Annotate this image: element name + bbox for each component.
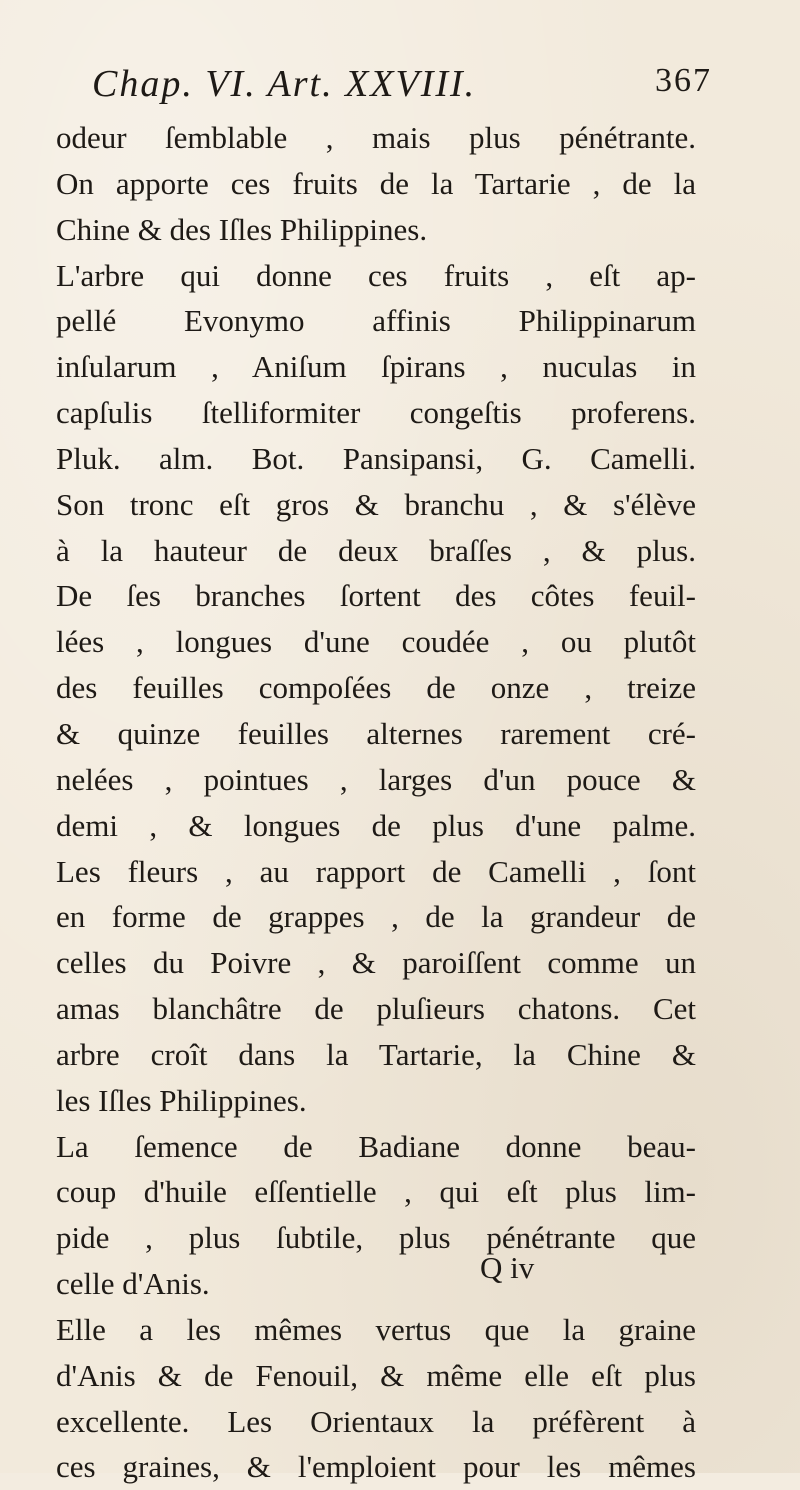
catchword: Q iv <box>480 1250 535 1285</box>
text-line: capſulis ſtelliformiter congeſtis proferens. <box>56 395 696 431</box>
text-line: excellente. Les Orientaux la préfèrent à <box>56 1403 696 1439</box>
text-line: celle d'Anis. <box>56 1266 210 1302</box>
text-line: L'arbre qui donne ces fruits , eſt ap- <box>56 257 696 293</box>
text-line: On apporte ces fruits de la Tartarie , de la <box>56 165 696 201</box>
text-line: à la hauteur de deux braſſes , & plus. <box>56 532 696 568</box>
text-line: inſularum , Aniſum ſpirans , nuculas in <box>56 349 696 385</box>
text-line: Chine & des Iſles Philippines. <box>56 211 428 247</box>
text-line: en forme de grappes , de la grandeur de <box>56 899 696 935</box>
text-line: lées , longues d'une coudée , ou plutôt <box>56 624 696 660</box>
text-line: & quinze feuilles alternes rarement cré- <box>56 715 696 751</box>
text-line: arbre croît dans la Tartarie, la Chine & <box>56 1036 696 1072</box>
text-line: Son tronc eſt gros & branchu , & s'élève <box>56 486 696 522</box>
page-number: 367 <box>655 62 712 99</box>
body-text <box>56 115 696 1490</box>
text-line: demi , & longues de plus d'une palme. <box>56 807 696 843</box>
text-line: les Iſles Philippines. <box>56 1082 307 1118</box>
text-line: De ſes branches ſortent des côtes feuil- <box>56 578 696 614</box>
text-line: des feuilles compoſées de onze , treize <box>56 670 696 706</box>
text-line: amas blanchâtre de pluſieurs chatons. Cet <box>56 991 696 1027</box>
text-line: Elle a les mêmes vertus que la graine <box>56 1311 696 1347</box>
page-header <box>92 62 712 112</box>
running-head: Chap. VI. Art. XXVIII. <box>92 63 477 105</box>
text-line: coup d'huile eſſentielle , qui eſt plus lim- <box>56 1174 696 1210</box>
text-line: pide , plus ſubtile, plus pénétrante que <box>56 1220 696 1256</box>
text-line: pellé Evonymo affinis Philippinarum <box>56 303 696 339</box>
text-line: odeur ſemblable , mais plus pénétrante. <box>56 120 696 155</box>
text-line: Les fleurs , au rapport de Camelli , ſont <box>56 853 696 889</box>
text-line: nelées , pointues , larges d'un pouce & <box>56 761 696 797</box>
text-line: ces graines, & l'emploient pour les mêmes <box>56 1449 696 1485</box>
text-line: d'Anis & de Fenouil, & même elle eſt plus <box>56 1357 696 1393</box>
text-line: Pluk. alm. Bot. Pansipansi, G. Camelli. <box>56 440 696 476</box>
text-line: celles du Poivre , & paroiſſent comme un <box>56 945 696 981</box>
text-line: La ſemence de Badiane donne beau- <box>56 1128 696 1164</box>
